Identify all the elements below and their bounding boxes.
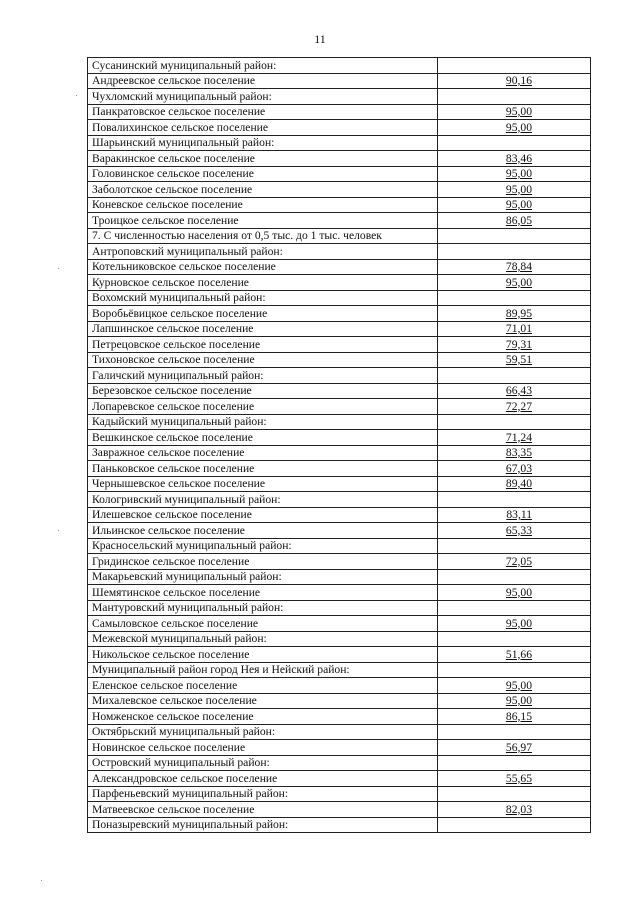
value-cell [438, 709, 591, 725]
value-cell [438, 492, 591, 508]
settlement-row [88, 104, 591, 120]
settlement-row [88, 259, 591, 275]
settlement-value: 86,05 [505, 213, 532, 227]
settlement-row [88, 554, 591, 570]
value-cell [438, 151, 591, 167]
settlement-row [88, 445, 591, 461]
district-name: Парфеньевский муниципальный район: [88, 786, 438, 802]
value-cell [438, 244, 591, 260]
district-header-row [88, 817, 591, 833]
value-cell [438, 306, 591, 322]
value-cell [438, 755, 591, 771]
settlement-row [88, 321, 591, 337]
value-cell [438, 507, 591, 523]
value-cell [438, 399, 591, 415]
value-cell [438, 600, 591, 616]
settlement-value: 95,00 [505, 616, 532, 630]
value-cell [438, 275, 591, 291]
value-cell [438, 383, 591, 399]
scan-speck [41, 880, 42, 881]
value-cell [438, 89, 591, 105]
settlement-row [88, 616, 591, 632]
settlement-value: 71,01 [505, 322, 532, 335]
value-cell [438, 259, 591, 275]
settlements-table [87, 57, 591, 833]
value-cell [438, 724, 591, 740]
value-cell [438, 73, 591, 89]
district-header-row [88, 755, 591, 771]
settlement-value: 95,00 [505, 275, 532, 289]
value-cell [438, 182, 591, 198]
settlement-row [88, 678, 591, 694]
settlement-value: 95,00 [505, 694, 532, 707]
settlement-row [88, 197, 591, 213]
settlement-value: 95,00 [505, 120, 532, 134]
settlement-name: Никольское сельское поселение [88, 647, 438, 663]
settlement-name: Михалевское сельское поселение [88, 693, 438, 709]
value-cell [438, 368, 591, 384]
district-name: Шарьинский муниципальный район: [88, 135, 438, 151]
settlement-row [88, 399, 591, 415]
district-name: Чухломский муниципальный район: [88, 89, 438, 105]
settlement-name: Коневское сельское поселение [88, 197, 438, 213]
settlement-value: 89,40 [505, 477, 532, 490]
district-header-row [88, 662, 591, 678]
district-name: Красносельский муниципальный район: [88, 538, 438, 554]
value-cell [438, 678, 591, 694]
settlement-row [88, 740, 591, 756]
settlement-name: Андреевское сельское поселение [88, 73, 438, 89]
district-header-row [88, 244, 591, 260]
value-cell [438, 771, 591, 787]
value-cell [438, 786, 591, 802]
settlement-name: Петрецовское сельское поселение [88, 337, 438, 353]
settlement-row [88, 166, 591, 182]
settlement-name: Самыловское сельское поселение [88, 616, 438, 632]
district-header-row [88, 538, 591, 554]
settlement-value: 56,97 [505, 740, 532, 754]
district-header-row [88, 786, 591, 802]
settlement-row [88, 507, 591, 523]
settlement-name: Завражное сельское поселение [88, 445, 438, 461]
value-cell [438, 538, 591, 554]
settlement-name: Матвеевское сельское поселение [88, 802, 438, 818]
value-cell [438, 817, 591, 833]
table-body [88, 58, 591, 833]
settlement-name: Курновское сельское поселение [88, 275, 438, 291]
settlement-value: 67,03 [505, 461, 532, 475]
value-cell [438, 104, 591, 120]
settlement-row [88, 802, 591, 818]
district-header-row [88, 290, 591, 306]
settlement-name: Панкратовское сельское поселение [88, 104, 438, 120]
settlement-row [88, 383, 591, 399]
value-cell [438, 616, 591, 632]
settlement-name: Котельниковское сельское поселение [88, 259, 438, 275]
district-header-row [88, 569, 591, 585]
value-cell [438, 569, 591, 585]
settlement-value: 51,66 [505, 647, 532, 661]
value-cell [438, 58, 591, 74]
settlement-row [88, 709, 591, 725]
settlement-value: 95,00 [505, 678, 532, 692]
settlement-value: 78,84 [505, 260, 532, 273]
page-number: 11 [314, 32, 326, 46]
district-header-row [88, 89, 591, 105]
district-name: Кадыйский муниципальный район: [88, 414, 438, 430]
district-header-row [88, 414, 591, 430]
value-cell [438, 166, 591, 182]
value-cell [438, 476, 591, 492]
settlement-value: 71,24 [505, 430, 532, 444]
settlement-value: 83,35 [505, 446, 532, 459]
district-header-row [88, 492, 591, 508]
settlement-value: 83,11 [506, 508, 532, 521]
settlement-value: 72,05 [505, 554, 532, 568]
district-header-row [88, 600, 591, 616]
district-header-row [88, 631, 591, 647]
settlement-name: Александровское сельское поселение [88, 771, 438, 787]
settlement-name: Варакинское сельское поселение [88, 151, 438, 167]
district-header-row [88, 228, 591, 244]
settlement-name: Троицкое сельское поселение [88, 213, 438, 229]
settlement-name: Шемятинское сельское поселение [88, 585, 438, 601]
value-cell [438, 631, 591, 647]
settlement-name: Березовское сельское поселение [88, 383, 438, 399]
settlement-name: Чернышевское сельское поселение [88, 476, 438, 492]
settlement-row [88, 182, 591, 198]
district-name: Сусанинский муниципальный район: [88, 58, 438, 74]
value-cell [438, 197, 591, 213]
district-name: Межевской муниципальный район: [88, 631, 438, 647]
district-name: Галичский муниципальный район: [88, 368, 438, 384]
value-cell [438, 647, 591, 663]
settlement-value: 59,51 [505, 353, 532, 366]
value-cell [438, 662, 591, 678]
scan-speck [58, 530, 59, 531]
settlement-value: 83,46 [505, 151, 532, 165]
value-cell [438, 120, 591, 136]
settlement-name: Гридинское сельское поселение [88, 554, 438, 570]
scan-speck [58, 268, 59, 269]
district-name: Мантуровский муниципальный район: [88, 600, 438, 616]
settlement-name: Вешкинское сельское поселение [88, 430, 438, 446]
settlement-value: 82,03 [505, 802, 532, 816]
district-name: Антроповский муниципальный район: [88, 244, 438, 260]
value-cell [438, 585, 591, 601]
settlement-name: Паньковское сельское поселение [88, 461, 438, 477]
value-cell [438, 135, 591, 151]
scan-speck [76, 95, 77, 96]
value-cell [438, 321, 591, 337]
settlement-row [88, 73, 591, 89]
settlement-value: 89,95 [505, 306, 532, 320]
settlement-value: 72,27 [505, 399, 532, 413]
settlement-name: Ильинское сельское поселение [88, 523, 438, 539]
district-name: Октябрьский муниципальный район: [88, 724, 438, 740]
value-cell [438, 414, 591, 430]
settlement-value: 95,00 [505, 182, 532, 196]
district-header-row [88, 135, 591, 151]
settlement-name: Лапшинское сельское поселение [88, 321, 438, 337]
value-cell [438, 802, 591, 818]
settlement-value: 95,00 [505, 585, 532, 599]
settlement-row [88, 647, 591, 663]
settlement-name: Воробьёвицкое сельское поселение [88, 306, 438, 322]
settlement-value: 95,00 [505, 198, 532, 211]
settlement-row [88, 585, 591, 601]
value-cell [438, 352, 591, 368]
settlement-name: Новинское сельское поселение [88, 740, 438, 756]
settlement-value: 86,15 [505, 709, 532, 723]
settlement-row [88, 213, 591, 229]
settlement-row [88, 275, 591, 291]
district-name: Поназыревский муниципальный район: [88, 817, 438, 833]
district-header-row [88, 368, 591, 384]
value-cell [438, 213, 591, 229]
district-name: Макарьевский муниципальный район: [88, 569, 438, 585]
settlement-name: Еленское сельское поселение [88, 678, 438, 694]
settlement-name: Головинское сельское поселение [88, 166, 438, 182]
settlement-value: 65,33 [505, 523, 532, 537]
district-name: Муниципальный район город Нея и Нейский район: [88, 662, 438, 678]
district-name: Кологривский муниципальный район: [88, 492, 438, 508]
value-cell [438, 430, 591, 446]
settlement-name: Тихоновское сельское поселение [88, 352, 438, 368]
value-cell [438, 337, 591, 353]
value-cell [438, 461, 591, 477]
value-cell [438, 693, 591, 709]
settlement-value: 55,65 [505, 771, 532, 785]
settlement-name: Илешевское сельское поселение [88, 507, 438, 523]
value-cell [438, 554, 591, 570]
settlement-row [88, 461, 591, 477]
district-header-row [88, 58, 591, 74]
settlement-row [88, 523, 591, 539]
settlement-row [88, 476, 591, 492]
settlement-row [88, 771, 591, 787]
district-header-row [88, 724, 591, 740]
value-cell [438, 290, 591, 306]
settlement-value: 79,31 [505, 337, 532, 351]
settlement-row [88, 430, 591, 446]
settlement-name: Номженское сельское поселение [88, 709, 438, 725]
district-name: Островский муниципальный район: [88, 755, 438, 771]
value-cell [438, 228, 591, 244]
settlement-row [88, 352, 591, 368]
settlement-row [88, 693, 591, 709]
value-cell [438, 445, 591, 461]
settlement-name: Заболотское сельское поселение [88, 182, 438, 198]
settlement-row [88, 306, 591, 322]
value-cell [438, 523, 591, 539]
value-cell [438, 740, 591, 756]
settlement-value: 66,43 [505, 384, 532, 397]
settlement-value: 95,00 [505, 167, 532, 180]
settlement-row [88, 120, 591, 136]
settlement-row [88, 151, 591, 167]
settlement-name: Лопаревское сельское поселение [88, 399, 438, 415]
district-name: Вохомский муниципальный район: [88, 290, 438, 306]
settlement-value: 95,00 [505, 105, 532, 118]
district-name: 7. С численностью населения от 0,5 тыс. до 1 тыс. человек [88, 228, 438, 244]
settlement-value: 90,16 [505, 74, 532, 87]
settlement-row [88, 337, 591, 353]
settlement-name: Повалихинское сельское поселение [88, 120, 438, 136]
